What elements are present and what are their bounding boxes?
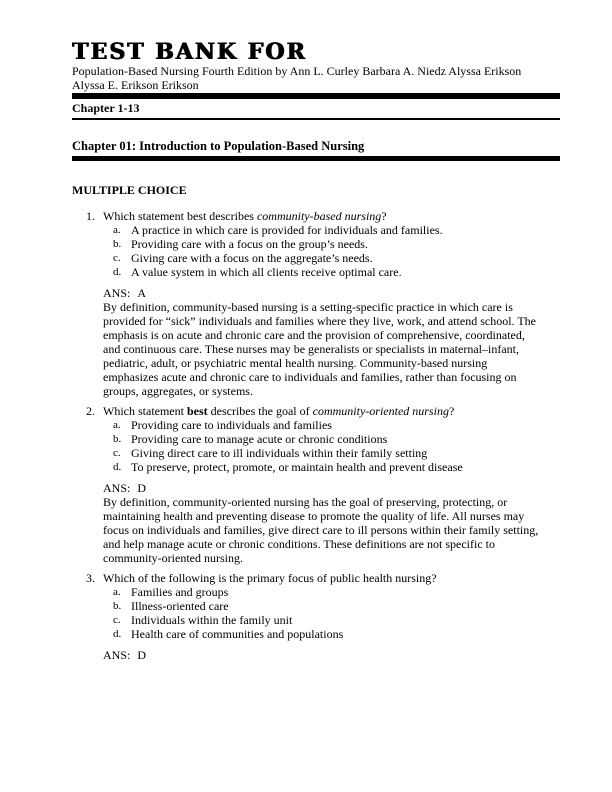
option-text: A value system in which all clients receive optimal care.	[131, 265, 402, 279]
question-number: 1.	[86, 209, 95, 223]
option-text: Providing care to manage acute or chronic conditions	[131, 432, 388, 446]
option-letter: d.	[113, 266, 122, 278]
question-stem-row	[86, 571, 560, 585]
option-letter: d.	[113, 628, 122, 640]
option-letter: b.	[113, 433, 122, 445]
stem-segment-italic: community-oriented nursing	[312, 404, 449, 418]
subtitle-line-2: Alyssa E. Erikson Erikson	[72, 78, 199, 92]
question-stem-row	[86, 404, 560, 418]
stem-segment: describes the goal of	[207, 404, 313, 418]
option-letter: d.	[113, 461, 122, 473]
option-list	[113, 585, 560, 641]
question	[86, 571, 560, 662]
answer-rationale: By definition, community-oriented nursing has the goal of preserving, protecting, or maintaining health and preventing disease to promote the quality of life. All nurses may focus on individuals and families, give direct care to ill persons within their family setting, and help manage acute or chronic conditions. These definitions are not specific to community-oriented nursing.	[103, 495, 539, 565]
option-text: Giving direct care to ill individuals within their family setting	[131, 446, 428, 460]
option-letter: b.	[113, 600, 122, 612]
option-row	[113, 265, 560, 279]
answer-prefix: ANS:	[103, 481, 131, 495]
page-title: TEST BANK FOR	[72, 39, 307, 65]
answer-prefix: ANS:	[103, 648, 131, 662]
answer-rationale: By definition, community-based nursing is a setting-specific practice in which care is provided for “sick” individuals and families where they live, work, and attend school. The emphasis is on acute and chronic care and the provision of comprehensive, coordinated, and continuous care. These nurses may be generalists or specialists in maternal–infant, pediatric, adult, or psychiatric mental health nursing. Community-based nursing emphasizes acute and chronic care to individuals and families, rather than focusing on groups, aggregates, or systems.	[103, 300, 536, 398]
option-row	[113, 432, 560, 446]
question-stem	[103, 404, 537, 418]
stem-segment-italic: community-based nursing	[256, 209, 382, 223]
option-row	[113, 627, 560, 641]
stem-segment-bold: best	[186, 404, 208, 418]
option-row	[113, 418, 560, 432]
option-text: Individuals within the family unit	[131, 613, 293, 627]
question-stem	[103, 209, 537, 223]
option-letter: c.	[113, 614, 121, 626]
answer-letter: D	[137, 648, 147, 662]
option-row	[113, 460, 560, 474]
answer-line	[103, 286, 560, 300]
question-list	[72, 209, 560, 662]
question-stem	[103, 571, 537, 585]
option-row	[113, 223, 560, 237]
option-row	[113, 613, 560, 627]
option-text: Illness-oriented care	[131, 599, 229, 613]
option-text: Giving care with a focus on the aggregate’s needs.	[131, 251, 373, 265]
option-row	[113, 237, 560, 251]
option-list	[113, 223, 560, 279]
subtitle-line-1: Population-Based Nursing Fourth Edition by Ann L. Curley Barbara A. Niedz Alyssa Erikson	[72, 64, 522, 78]
answer-line	[103, 648, 560, 662]
stem-segment: Which statement best describes	[103, 209, 257, 223]
option-row	[113, 251, 560, 265]
option-text: To preserve, protect, promote, or maintain health and prevent disease	[131, 460, 463, 474]
option-row	[113, 599, 560, 613]
option-text: Families and groups	[131, 585, 229, 599]
option-letter: c.	[113, 252, 121, 264]
option-text: Providing care with a focus on the group’s needs.	[131, 237, 368, 251]
section-heading: MULTIPLE CHOICE	[72, 183, 187, 197]
answer-letter: A	[137, 286, 147, 300]
answer-line	[103, 481, 560, 495]
option-letter: a.	[113, 224, 121, 236]
stem-segment: ?	[381, 209, 387, 223]
option-letter: b.	[113, 238, 122, 250]
question	[86, 209, 560, 398]
option-letter: c.	[113, 447, 121, 459]
chapter-heading: Chapter 01: Introduction to Population-Based Nursing	[72, 139, 365, 153]
stem-segment: Which statement	[103, 404, 187, 418]
option-text: A practice in which care is provided for individuals and families.	[131, 223, 443, 237]
chapter-divider-bar	[72, 156, 560, 161]
question-number: 2.	[86, 404, 95, 418]
divider-line-thin	[72, 118, 560, 120]
option-letter: a.	[113, 586, 121, 598]
stem-segment: Which of the following is the primary focus of public health nursing?	[103, 571, 437, 585]
question	[86, 404, 560, 565]
answer-prefix: ANS:	[103, 286, 131, 300]
question-number: 3.	[86, 571, 95, 585]
stem-segment: ?	[448, 404, 455, 418]
option-text: Providing care to individuals and families	[131, 418, 332, 432]
option-list	[113, 418, 560, 474]
option-row	[113, 585, 560, 599]
book-subtitle	[72, 64, 540, 92]
option-text: Health care of communities and populations	[131, 627, 344, 641]
chapter-range-heading: Chapter 1-13	[72, 101, 140, 115]
question-stem-row	[86, 209, 560, 223]
option-letter: a.	[113, 419, 121, 431]
option-row	[113, 446, 560, 460]
answer-letter: D	[137, 481, 147, 495]
